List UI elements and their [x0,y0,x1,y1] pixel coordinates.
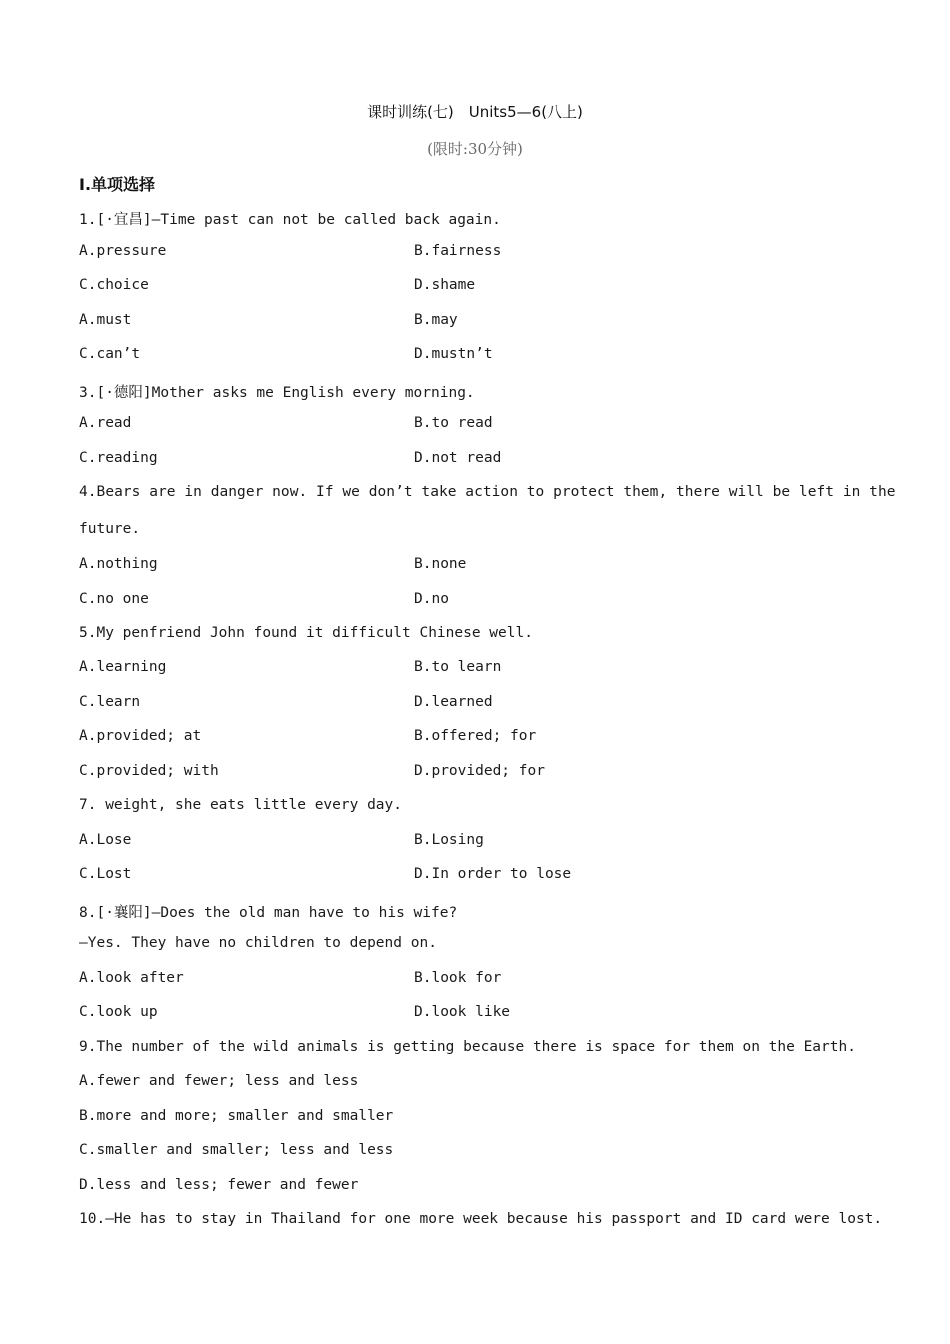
question-3-option-d: D.not read [414,450,502,466]
question-4-option-d: D.no [414,591,449,607]
section-title: Ⅰ.单项选择 [79,175,156,194]
page-title: 课时训练(七) Units5—6(八上) [367,103,583,121]
question-5-option-a: A.learning [79,659,167,675]
question-7-option-d: D.In order to lose [414,866,572,882]
question-3-stem: 3.[·德阳]Mother asks me English every morning. [79,385,475,401]
question-3-option-a: A.read [79,415,132,431]
question-7-stem: 7. weight, she eats little every day. [79,797,403,813]
question-4-option-a: A.nothing [79,556,158,572]
question-9-option-d: D.less and less; fewer and fewer [79,1177,359,1193]
question-9-stem: 9.The number of the wild animals is getting because there is space for them on the Earth. [79,1039,856,1055]
question-5-option-b: B.to learn [414,659,502,675]
question-1-option-b: B.fairness [414,243,502,259]
question-8-stem: 8.[·襄阳]—Does the old man have to his wife? [79,905,458,921]
question-2-option-d: D.mustn’t [414,346,493,362]
question-3-option-c: C.reading [79,450,158,466]
question-8-option-d: D.look like [414,1004,511,1020]
question-2-option-a: A.must [79,312,132,328]
question-7-option-a: A.Lose [79,832,132,848]
question-2-option-c: C.can’t [79,346,141,362]
question-4-option-c: C.no one [79,591,149,607]
question-4-stem: 4.Bears are in danger now. If we don’t take action to protect them, there will be left in the [79,484,896,500]
question-7-option-b: B.Losing [414,832,484,848]
question-8-response: —Yes. They have no children to depend on. [79,935,437,951]
question-10-stem: 10.—He has to stay in Thailand for one more week because his passport and ID card were lost. [79,1211,883,1227]
question-1-option-a: A.pressure [79,243,167,259]
question-1-option-c: C.choice [79,277,149,293]
question-6-option-d: D.provided; for [414,763,545,779]
question-6-option-c: C.provided; with [79,763,219,779]
question-5-option-c: C.learn [79,694,141,710]
question-8-option-b: B.look for [414,970,502,986]
question-9-option-a: A.fewer and fewer; less and less [79,1073,359,1089]
question-4-option-b: B.none [414,556,467,572]
question-4-stem-continued: future. [79,521,141,537]
question-3-option-b: B.to read [414,415,493,431]
question-6-option-a: A.provided; at [79,728,202,744]
question-7-option-c: C.Lost [79,866,132,882]
question-8-option-c: C.look up [79,1004,158,1020]
question-5-stem: 5.My penfriend John found it difficult Chinese well. [79,625,533,641]
time-limit: (限时:30分钟) [427,140,523,158]
question-5-option-d: D.learned [414,694,493,710]
question-6-option-b: B.offered; for [414,728,537,744]
question-8-option-a: A.look after [79,970,184,986]
question-9-option-b: B.more and more; smaller and smaller [79,1108,394,1124]
question-1-option-d: D.shame [414,277,476,293]
question-2-option-b: B.may [414,312,458,328]
question-9-option-c: C.smaller and smaller; less and less [79,1142,394,1158]
question-1-stem: 1.[·宜昌]—Time past can not be called back again. [79,212,501,228]
